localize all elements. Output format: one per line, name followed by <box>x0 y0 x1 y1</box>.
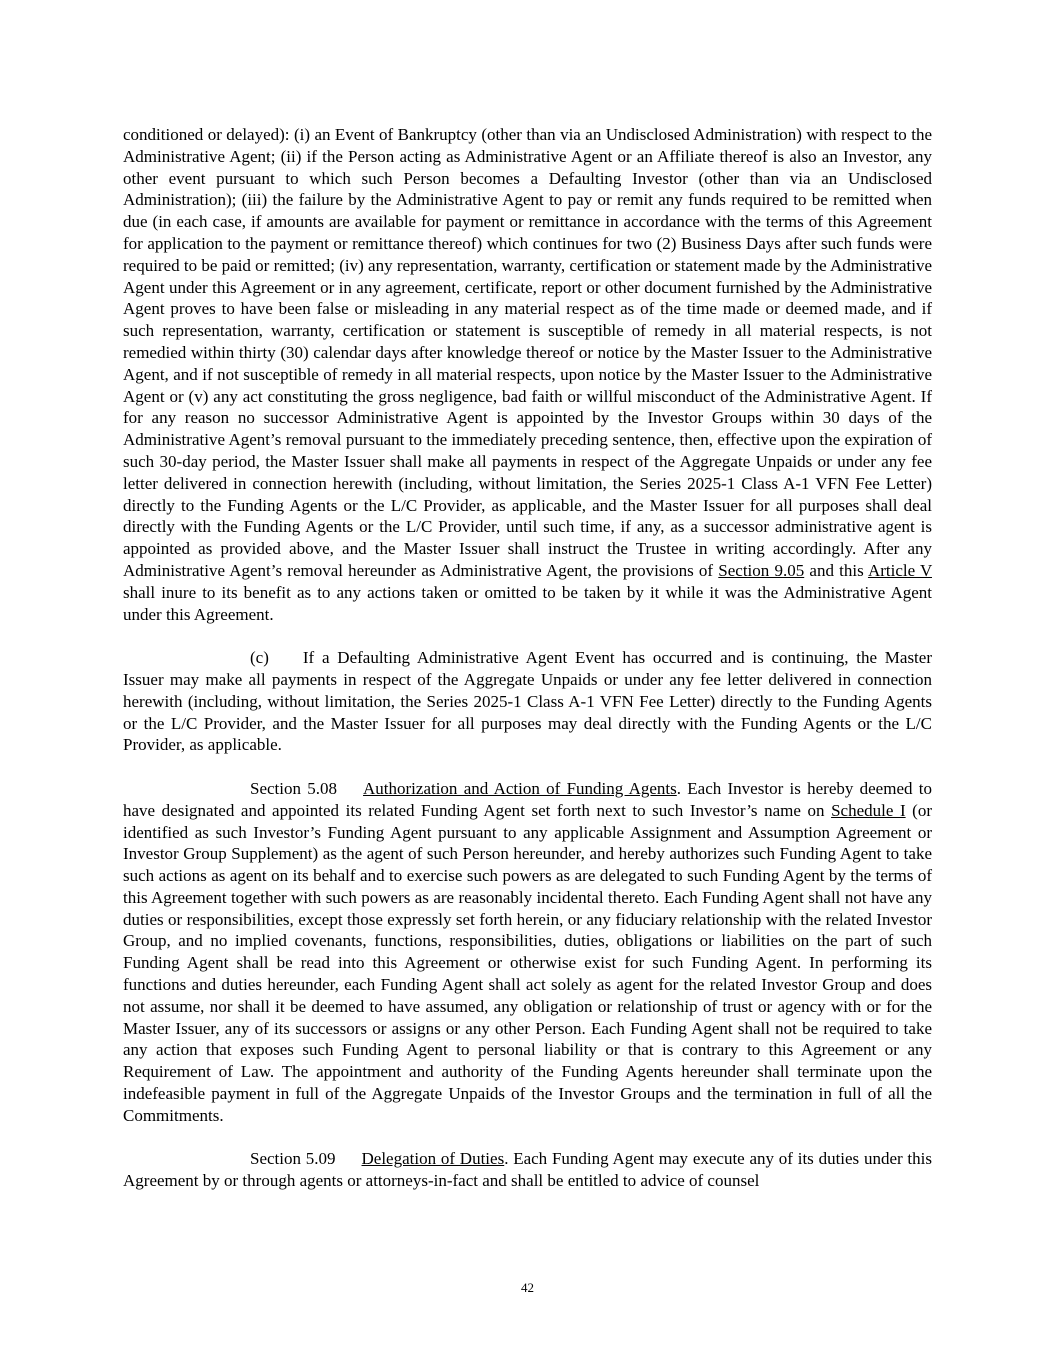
section-heading: Delegation of Duties <box>361 1149 505 1169</box>
section-9-05-reference: Section 9.05 <box>718 560 805 580</box>
section-number-label: Section 5.08 <box>250 778 338 798</box>
section-heading: Authorization and Action of Funding Agents <box>363 778 677 798</box>
body-text: conditioned or delayed): (i) an Event of Bankruptcy (other than via an Undisclosed Administration) with respect to the Administrative Agent; (ii) if the Person acting as Administrative Agent or an Affiliate thereof is also an Investor, any other event pursuant to which such Person becomes a Defaulting Investor (other than via an Undisclosed Administration); (iii) the failure by the Administrative Agent to pay or remit any funds required to be remitted when due (in each case, if amounts are available for payment or remittance in accordance with the terms of this Agreement for application to the payment or remittance thereof) which continues for two (2) Business Days after such funds were required to be paid or remitted; (iv) any representation, warranty, certification or statement made by the Administrative Agent under this Agreement or in any agreement, certificate, report or other document furnished by the Administrative Agent proves to have been false or misleading in any material respect as of the time made or deemed made, and if such representation, warranty, certification or statement is susceptible of remedy in all material respects, is not remedied within thirty (30) calendar days after knowledge thereof or notice by the Master Issuer to the Administrative Agent, and if not susceptible of remedy in all material respects, upon notice by the Master Issuer to the Administrative Agent or (v) any act constituting the gross negligence, bad faith or willful misconduct of the Administrative Agent. If for any reason no successor Administrative Agent is appointed by the Investor Groups within 30 days of the Administrative Agent’s removal pursuant to the immediately preceding sentence, then, effective upon the expiration of such 30-day period, the Master Issuer shall make all payments in respect of the Aggregate Unpaids or under any fee letter delivered in connection herewith (including, without limitation, the Series 2025-1 Class A-1 VFN Fee Letter) directly to the Funding Agents or the L/C Provider, as applicable, and the Master Issuer for all purposes shall deal directly with the Funding Agents or the L/C Provider, until such time, if any, as a successor administrative agent is appointed as provided above, and the Master Issuer shall instruct the Trustee in writing accordingly. After any Administrative Agent’s removal hereunder as Administrative Agent, the provisions of <box>123 125 932 580</box>
body-text: . Each Investor is hereby deemed to have designated and appointed its related Funding Agent set forth next to such Investor’s name on <box>123 778 932 820</box>
article-v-reference: Article V <box>867 560 932 580</box>
paragraph-section-5-09 <box>123 1148 932 1192</box>
section-number-label: Section 5.09 <box>250 1149 336 1169</box>
body-text: and this <box>804 560 868 580</box>
schedule-i-reference: Schedule I <box>831 800 906 820</box>
body-text: If a Defaulting Administrative Agent Event has occurred and is continuing, the Master Issuer may make all payments in respect of the Aggregate Unpaids or under any fee letter delivered in connection herewith (including, without limitation, the Series 2025-1 Class A-1 VFN Fee Letter) directly to the Funding Agents or the L/C Provider, and the Master Issuer for all purposes may deal directly with the Funding Agents or the L/C Provider, as applicable. <box>123 648 932 755</box>
page-number: 42 <box>521 1280 534 1295</box>
body-text: . Each Funding Agent may execute any of its duties under this Agreement by or through agents or attorneys-in-fact and shall be entitled to advice of counsel <box>123 1149 932 1191</box>
paragraph-section-5-08 <box>123 778 932 1127</box>
body-text: shall inure to its benefit as to any actions taken or omitted to be taken by it while it was the Administrative Agent under this Agreement. <box>123 582 932 624</box>
subsection-label: (c) <box>250 648 269 668</box>
paragraph-continuation <box>123 124 932 625</box>
paragraph-subsection-c <box>123 647 932 756</box>
body-text: (or identified as such Investor’s Funding Agent pursuant to any applicable Assignment and Assumption Agreement or Investor Group Supplement) as the agent of such Person hereunder, and hereby authorizes such Funding Agent to take such actions as agent on its behalf and to exercise such powers as are delegated to such Funding Agent by the terms of this Agreement together with such powers as are reasonably incidental thereto. Each Funding Agent shall not have any duties or responsibilities, except those expressly set forth herein, or any fiduciary relationship with the related Investor Group, and no implied covenants, functions, responsibilities, duties, obligations or liabilities on the part of such Funding Agent shall be read into this Agreement or otherwise exist for such Funding Agent. In performing its functions and duties hereunder, each Funding Agent shall act solely as agent for the related Investor Group and does not assume, nor shall it be deemed to have assumed, any obligation or relationship of trust or agency with or for the Master Issuer, any of its successors or assigns or any other Person. Each Funding Agent shall not be required to take any action that exposes such Funding Agent to personal liability or that is contrary to this Agreement or any Requirement of Law. The appointment and authority of the Funding Agents hereunder shall terminate upon the indefeasible payment in full of the Aggregate Unpaids of the Investor Groups and the termination in full of all the Commitments. <box>123 800 932 1125</box>
